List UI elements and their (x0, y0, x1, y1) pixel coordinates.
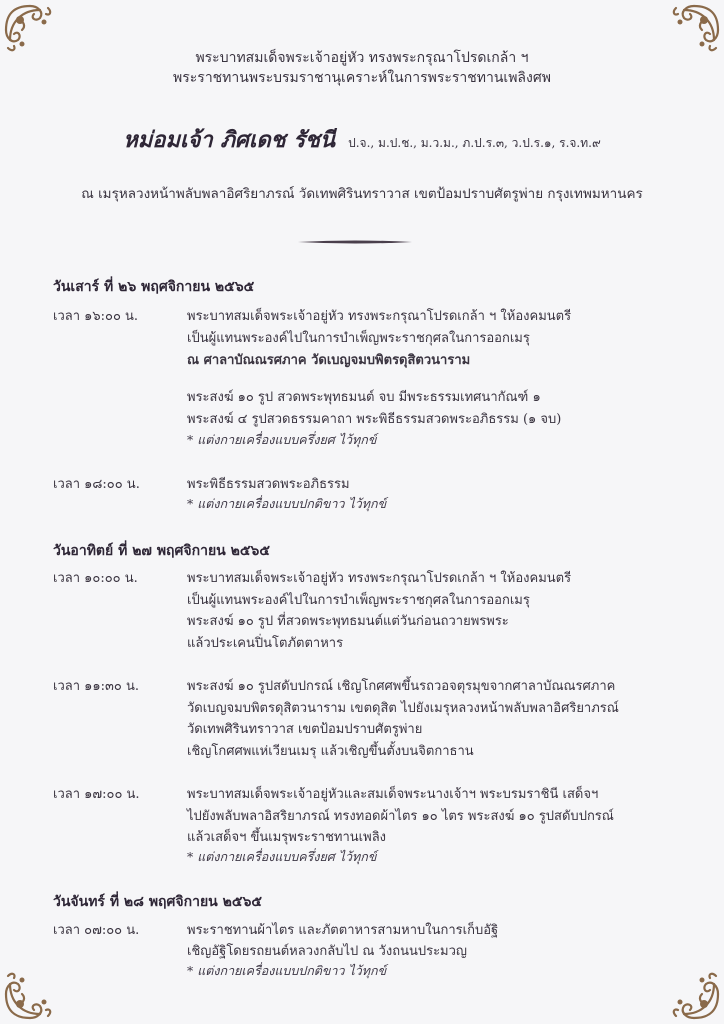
day2-event1-line1: พระบาทสมเด็จพระเจ้าอยู่หัว ทรงพระกรุณาโปรดเกล้า ฯ ให้องคมนตรี (187, 571, 572, 586)
royal-patronage-line-1: พระบาทสมเด็จพระเจ้าอยู่หัว ทรงพระกรุณาโปรดเกล้า ฯ (195, 50, 529, 66)
day1-event1-line5: พระสงฆ์ ๔ รูปสวดธรรมคาถา พระพิธีธรรมสวดพระอภิธรรม (๑ จบ) (187, 412, 562, 427)
day2-event3-time: เวลา ๑๗:๐๐ น. (53, 787, 140, 802)
honoree-decorations: ป.จ., ม.ป.ช., ม.ว.ม., ภ.ป.ร.๓, ว.ป.ร.๑, ร.จ.ท.๙ (348, 136, 601, 150)
day2-event2-line2: วัดเบญจมบพิตรดุสิตวนาราม เขตดุสิต ไปยังเมรุหลวงหน้าพลับพลาอิศริยาภรณ์ (187, 701, 619, 716)
day3-event1-line2: เชิญอัฐิโดยรถยนต์หลวงกลับไป ณ วังถนนประมวญ (187, 944, 468, 959)
day1-event2-time: เวลา ๑๘:๐๐ น. (53, 477, 140, 492)
venue-line: ณ เมรุหลวงหน้าพลับพลาอิศริยาภรณ์ วัดเทพศิรินทราวาส เขตป้อมปราบศัตรูพ่าย กรุงเทพมหานคร (81, 186, 643, 202)
day2-event3-dress-note: * แต่งกายเครื่องแบบครึ่งยศ ไว้ทุกข์ (187, 849, 377, 864)
day3-event1-line1: พระราชทานผ้าไตร และภัตตาหารสามหาบในการเก็บอัฐิ (187, 923, 499, 938)
day2-event3-line2: ไปยังพลับพลาอิสริยาภรณ์ ทรงทอดผ้าไตร ๑๐ ไตร พระสงฆ์ ๑๐ รูปสดับปกรณ์ (187, 809, 614, 824)
day2-event2-time: เวลา ๑๑:๓๐ น. (53, 679, 139, 694)
day1-event1-line4: พระสงฆ์ ๑๐ รูป สวดพระพุทธมนต์ จบ มีพระธรรมเทศนากัณฑ์ ๑ (187, 390, 541, 405)
day1-date-heading: วันเสาร์ ที่ ๒๖ พฤศจิกายน ๒๕๖๕ (53, 279, 255, 295)
day2-event1-line3: พระสงฆ์ ๑๐ รูป ที่สวดพระพุทธมนต์แต่วันก่อนถวายพรพระ (187, 614, 509, 629)
floral-corner-ornament-bottom-right (664, 964, 724, 1024)
day2-event1-line2: เป็นผู้แทนพระองค์ไปในการบำเพ็ญพระราชกุศลในการออกเมรุ (187, 593, 530, 608)
day2-event1-time: เวลา ๑๐:๐๐ น. (53, 571, 138, 586)
day1-event2-line1: พระพิธีธรรมสวดพระอภิธรรม (187, 477, 350, 492)
day1-event1-dress-note: * แต่งกายเครื่องแบบครึ่งยศ ไว้ทุกข์ (187, 432, 377, 447)
day2-event3-line1: พระบาทสมเด็จพระเจ้าอยู่หัวและสมเด็จพระนางเจ้าฯ พระบรมราชินี เสด็จฯ (187, 787, 599, 802)
day3-event1-time: เวลา ๐๗:๐๐ น. (53, 923, 140, 938)
day2-event2-line3: วัดเทพศิรินทราวาส เขตป้อมปราบศัตรูพ่าย (187, 722, 423, 737)
day2-event3-line3: แล้วเสด็จฯ ขึ้นเมรุพระราชทานเพลิง (187, 830, 387, 845)
day1-event1-line2: เป็นผู้แทนพระองค์ไปในการบำเพ็ญพระราชกุศลในการออกเมรุ (187, 331, 530, 346)
day1-event1-line3: ณ ศาลาบัณณรศภาค วัดเบญจมบพิตรดุสิตวนาราม (187, 353, 471, 368)
day2-event2-line1: พระสงฆ์ ๑๐ รูปสดับปกรณ์ เชิญโกศศพขึ้นรถวอจตุรมุขจากศาลาบัณณรศภาค (187, 679, 616, 694)
day1-event1-line1: พระบาทสมเด็จพระเจ้าอยู่หัว ทรงพระกรุณาโปรดเกล้า ฯ ให้องคมนตรี (187, 309, 572, 324)
royal-patronage-line-2: พระราชทานพระบรมราชานุเคราะห์ในการพระราชทานเพลิงศพ (173, 70, 551, 86)
day3-date-heading: วันจันทร์ ที่ ๒๘ พฤศจิกายน ๒๕๖๕ (53, 894, 262, 910)
day1-event1-time: เวลา ๑๖:๐๐ น. (53, 309, 139, 324)
tapered-line-divider (298, 237, 412, 247)
day2-event2-line4: เชิญโกศศพแห่เวียนเมรุ แล้วเชิญขึ้นตั้งบนจิตกาธาน (187, 744, 474, 759)
honoree-name: หม่อมเจ้า ภิศเดช รัชนี (123, 127, 336, 153)
day1-event2-dress-note: * แต่งกายเครื่องแบบปกติขาว ไว้ทุกข์ (187, 496, 387, 511)
honoree-row (0, 122, 724, 157)
day2-event1-line4: แล้วประเคนปิ่นโตภัตตาหาร (187, 636, 344, 651)
day3-event1-dress-note: * แต่งกายเครื่องแบบปกติขาว ไว้ทุกข์ (187, 963, 387, 978)
day2-date-heading: วันอาทิตย์ ที่ ๒๗ พฤศจิกายน ๒๕๖๕ (53, 543, 270, 559)
floral-corner-ornament-bottom-left (0, 964, 60, 1024)
